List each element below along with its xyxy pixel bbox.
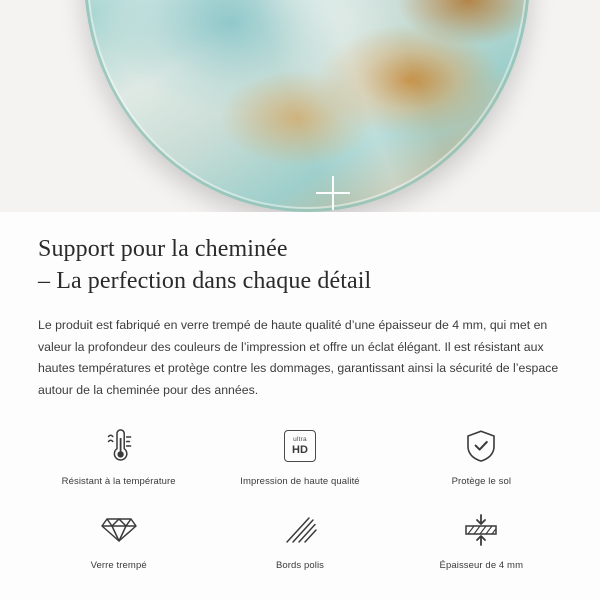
feature-item-tempered-glass <box>28 509 209 571</box>
feature-grid <box>0 425 600 593</box>
ultra-hd-top-label: ultra <box>293 436 307 444</box>
ultra-hd-bottom-label: HD <box>292 443 308 456</box>
feature-label: Résistant à la température <box>61 476 176 488</box>
content-block <box>0 212 600 401</box>
page-title <box>38 234 562 297</box>
shield-check-icon <box>465 425 497 467</box>
hero-image <box>0 0 600 212</box>
feature-label: Protège le sol <box>451 476 512 488</box>
feature-label: Impression de haute qualité <box>240 476 360 488</box>
thermometer-icon <box>102 425 136 467</box>
thickness-arrows-icon <box>461 509 501 551</box>
feature-item-floor-protection <box>391 425 572 487</box>
polished-edges-icon <box>283 509 317 551</box>
feature-item-thickness <box>391 509 572 571</box>
feature-label: Épaisseur de 4 mm <box>439 560 524 572</box>
round-glass-panel <box>84 0 530 212</box>
page-title-line-1: Support pour la cheminée <box>38 236 288 262</box>
diamond-icon <box>100 509 138 551</box>
ultra-hd-icon <box>284 425 316 467</box>
feature-label: Bords polis <box>275 560 325 572</box>
feature-label: Verre trempé <box>90 560 147 572</box>
description-paragraph: Le produit est fabriqué en verre trempé de haute qualité d’une épaisseur de 4 mm, qui met en valeur la profondeur des couleurs de l’impression et offre un éclat élégant. Il est résistant aux hautes températures et protège contre les dommages, garantissant ainsi la sécurité de l’espace autour de la cheminée pour des années. <box>38 318 559 397</box>
feature-item-polished-edges <box>209 509 390 571</box>
feature-item-temperature <box>28 425 209 487</box>
feature-item-print-quality <box>209 425 390 487</box>
page-title-line-2: – La perfection dans chaque détail <box>38 267 372 294</box>
